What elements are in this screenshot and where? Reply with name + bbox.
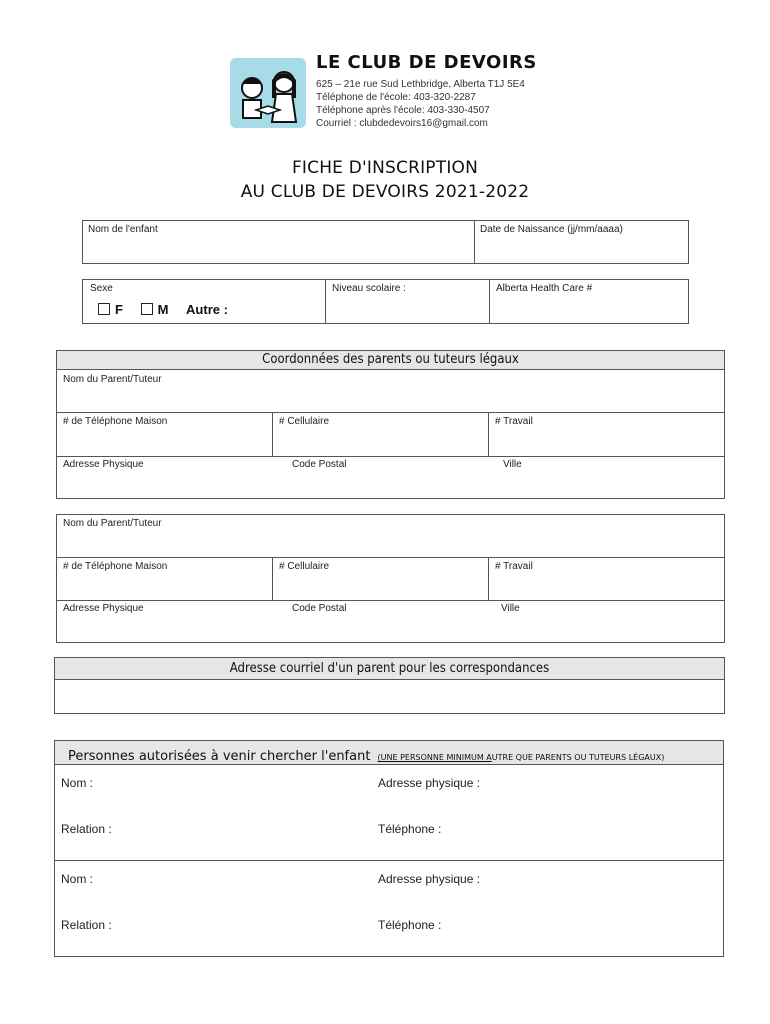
parent2-section — [56, 514, 725, 643]
authorized-subtitle-rest: UTRE QUE PARENTS OU TUTEURS LÉGAUX) — [491, 753, 665, 762]
parent2-postal-label: Code Postal — [292, 603, 347, 614]
auth2-relation-label: Relation : — [61, 918, 112, 932]
authorized-title — [68, 745, 664, 764]
club-email: Courriel : clubdedevoirs16@gmail.com — [316, 118, 488, 129]
club-logo — [230, 58, 306, 128]
form-title — [0, 156, 770, 204]
auth1-name-label: Nom : — [61, 776, 94, 790]
club-address: 625 – 21e rue Sud Lethbridge, Alberta T1J 5E4 — [316, 79, 525, 90]
parent1-home-phone-label: # de Téléphone Maison — [63, 416, 168, 427]
club-name: LE CLUB DE DEVOIRS — [316, 52, 537, 73]
health-label: Alberta Health Care # — [496, 283, 593, 294]
parent1-city-label: Ville — [503, 459, 522, 470]
authorized-subtitle-underlined: (UNE PERSONNE MINIMUM A — [377, 753, 492, 762]
dob-field[interactable] — [475, 238, 687, 262]
child-name-field[interactable] — [83, 238, 473, 262]
sex-m-checkbox[interactable] — [141, 303, 153, 315]
parent2-address-label: Adresse Physique — [63, 603, 144, 614]
parent1-work-label: # Travail — [495, 416, 533, 427]
auth1-address-label: Adresse physique : — [378, 776, 481, 790]
parent2-work-label: # Travail — [495, 561, 533, 572]
email-field[interactable] — [56, 681, 723, 712]
parent1-name-label: Nom du Parent/Tuteur — [63, 374, 162, 385]
dob-label: Date de Naissance (jj/mm/aaaa) — [480, 224, 623, 235]
sex-f-label: F — [115, 302, 123, 317]
sex-m-label: M — [157, 302, 169, 317]
auth1-phone-label: Téléphone : — [378, 822, 442, 836]
form-title-line1: FICHE D'INSCRIPTION — [291, 158, 479, 178]
parent1-address-label: Adresse Physique — [63, 459, 144, 470]
form-title-line2: AU CLUB DE DEVOIRS 2021-2022 — [240, 182, 530, 202]
club-contact — [316, 78, 525, 130]
child-name-label: Nom de l'enfant — [88, 224, 158, 235]
club-phone-after: Téléphone après l'école: 403-330-4507 — [316, 105, 490, 116]
authorized-subtitle — [378, 753, 665, 762]
sex-other-label: Autre : — [186, 302, 228, 317]
sex-f-checkbox[interactable] — [98, 303, 110, 315]
parents-section-title: Coordonnées des parents ou tuteurs légaux — [57, 351, 724, 370]
auth2-phone-label: Téléphone : — [378, 918, 442, 932]
parent2-cell-label: # Cellulaire — [279, 561, 330, 572]
grade-label: Niveau scolaire : — [332, 283, 406, 294]
auth1-relation-label: Relation : — [61, 822, 112, 836]
email-section-title: Adresse courriel d'un parent pour les correspondances — [55, 658, 724, 680]
authorized-title-main: Personnes autorisées à venir chercher l'enfant — [68, 749, 371, 764]
parent1-postal-label: Code Postal — [292, 459, 347, 470]
sex-label: Sexe — [90, 283, 113, 294]
auth2-address-label: Adresse physique : — [378, 872, 481, 886]
parent2-city-label: Ville — [501, 603, 520, 614]
parent2-home-phone-label: # de Téléphone Maison — [63, 561, 168, 572]
sex-options — [98, 302, 228, 317]
parent2-name-label: Nom du Parent/Tuteur — [63, 518, 162, 529]
club-phone-school: Téléphone de l'école: 403-320-2287 — [316, 92, 476, 103]
auth2-name-label: Nom : — [61, 872, 94, 886]
parent1-cell-label: # Cellulaire — [279, 416, 330, 427]
